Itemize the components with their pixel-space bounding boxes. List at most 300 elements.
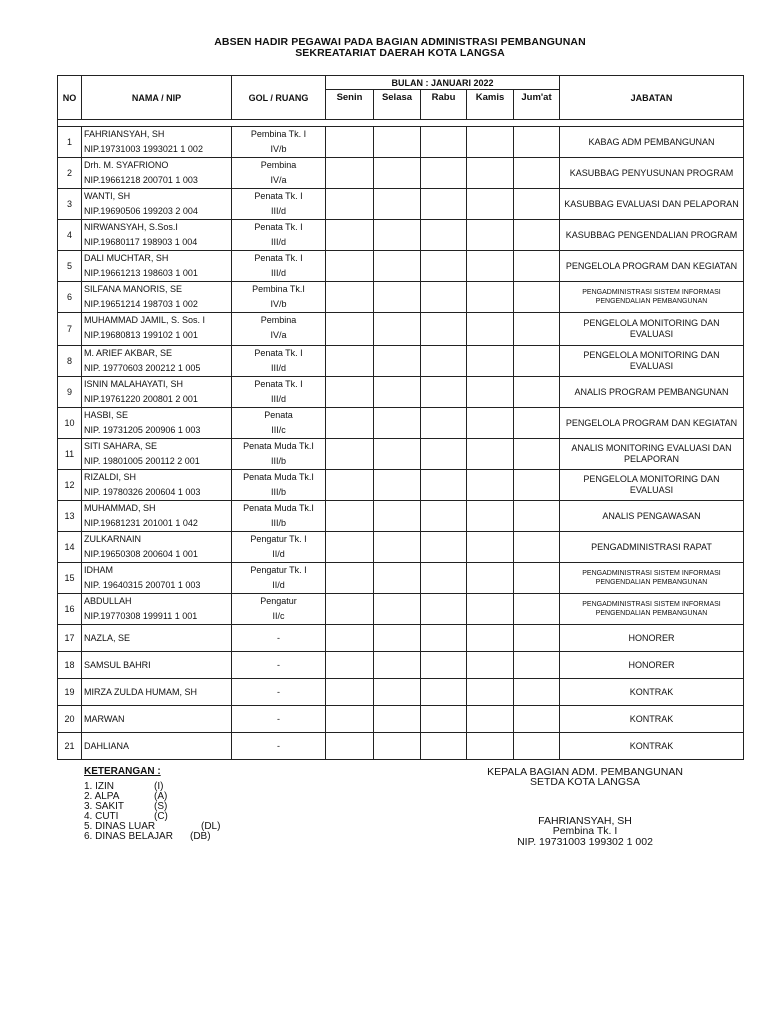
rank-grade: IV/a [270, 330, 287, 340]
attendance-cell-kamis[interactable] [467, 251, 514, 282]
employee-name: WANTI, SH [84, 191, 131, 201]
position-cell: ANALIS PENGAWASAN [560, 501, 744, 532]
rank-cell [232, 594, 326, 625]
rank-cell [232, 501, 326, 532]
attendance-cell-jumat[interactable] [514, 563, 560, 594]
legend-code: (DL) [201, 821, 221, 832]
attendance-cell-kamis[interactable] [467, 501, 514, 532]
rank-cell [232, 377, 326, 408]
rank-grade: III/c [271, 425, 286, 435]
employee-name: SILFANA MANORIS, SE [84, 284, 183, 294]
rank-title: Penata Tk. I [254, 191, 303, 201]
legend-code: (S) [154, 801, 168, 812]
header-bulan: BULAN : JANUARI 2022 [326, 76, 560, 90]
rank-grade: IV/b [270, 144, 287, 154]
employee-name: M. ARIEF AKBAR, SE [84, 348, 173, 358]
rank-title: Penata Tk. I [254, 379, 303, 389]
employee-cell [82, 282, 232, 313]
signature-title-line1: KEPALA BAGIAN ADM. PEMBANGUNAN [487, 766, 683, 778]
attendance-cell-senin[interactable] [326, 652, 374, 679]
position-cell: PENGADMINISTRASI RAPAT [560, 532, 744, 563]
rank-cell [232, 532, 326, 563]
attendance-cell-rabu[interactable] [421, 532, 467, 563]
attendance-cell-rabu[interactable] [421, 127, 467, 158]
attendance-cell-selasa[interactable] [374, 158, 421, 189]
employee-name: ABDULLAH [84, 596, 132, 606]
attendance-cell-jumat[interactable] [514, 532, 560, 563]
employee-nip: NIP.19650308 200604 1 001 [84, 549, 198, 559]
position-cell: PENGELOLA MONITORING DAN EVALUASI [560, 470, 744, 501]
table-row [58, 408, 744, 439]
employee-name: MARWAN [84, 713, 125, 724]
table-row [58, 532, 744, 563]
row-number: 14 [58, 532, 82, 563]
attendance-cell-rabu[interactable] [421, 706, 467, 733]
table-row [58, 470, 744, 501]
rank-grade: III/b [270, 487, 286, 497]
rank-title: Pembina Tk. I [250, 129, 307, 139]
table-row [58, 251, 744, 282]
employee-cell [82, 158, 232, 189]
attendance-cell-kamis[interactable] [467, 408, 514, 439]
signature-rank: Pembina Tk. I [552, 825, 618, 837]
rank-grade: III/d [270, 363, 286, 373]
attendance-cell-rabu[interactable] [421, 679, 467, 706]
employee-nip: NIP. 19640315 200701 1 003 [84, 580, 201, 590]
rank-cell [232, 706, 326, 733]
attendance-cell-selasa[interactable] [374, 679, 421, 706]
table-row [58, 189, 744, 220]
attendance-cell-selasa[interactable] [374, 282, 421, 313]
attendance-cell-senin[interactable] [326, 220, 374, 251]
employee-cell [82, 679, 232, 706]
position-cell: PENGELOLA MONITORING DAN EVALUASI [560, 313, 744, 346]
employee-name: SAMSUL BAHRI [84, 659, 151, 670]
table-row [58, 679, 744, 706]
attendance-cell-kamis[interactable] [467, 563, 514, 594]
attendance-cell-rabu[interactable] [421, 158, 467, 189]
row-number: 18 [58, 652, 82, 679]
row-number: 21 [58, 733, 82, 760]
row-number: 3 [58, 189, 82, 220]
employee-name: ZULKARNAIN [84, 534, 142, 544]
attendance-cell-selasa[interactable] [374, 594, 421, 625]
position-cell: ANALIS PROGRAM PEMBANGUNAN [560, 377, 744, 408]
header-day-0: Senin [326, 90, 374, 120]
employee-nip: NIP.19661218 200701 1 003 [84, 175, 198, 185]
attendance-cell-selasa[interactable] [374, 706, 421, 733]
attendance-cell-jumat[interactable] [514, 625, 560, 652]
table-row [58, 282, 744, 313]
attendance-cell-rabu[interactable] [421, 501, 467, 532]
table-row [58, 158, 744, 189]
attendance-cell-kamis[interactable] [467, 158, 514, 189]
attendance-cell-rabu[interactable] [421, 652, 467, 679]
table-row [58, 439, 744, 470]
position-cell: KASUBBAG PENYUSUNAN PROGRAM [560, 158, 744, 189]
attendance-cell-senin[interactable] [326, 346, 374, 377]
attendance-cell-senin[interactable] [326, 594, 374, 625]
row-number: 4 [58, 220, 82, 251]
attendance-cell-senin[interactable] [326, 377, 374, 408]
employee-nip: NIP.19651214 198703 1 002 [84, 299, 198, 309]
attendance-cell-jumat[interactable] [514, 377, 560, 408]
position-cell: HONORER [560, 625, 744, 652]
legend-label: 5. DINAS LUAR [84, 821, 156, 832]
row-number: 13 [58, 501, 82, 532]
row-number: 2 [58, 158, 82, 189]
rank-cell [232, 313, 326, 346]
employee-nip: NIP. 19780326 200604 1 003 [84, 487, 201, 497]
attendance-cell-jumat[interactable] [514, 346, 560, 377]
row-number: 8 [58, 346, 82, 377]
position-cell: KONTRAK [560, 733, 744, 760]
row-number: 9 [58, 377, 82, 408]
rank-cell [232, 470, 326, 501]
attendance-cell-senin[interactable] [326, 625, 374, 652]
attendance-cell-senin[interactable] [326, 408, 374, 439]
rank-cell [232, 733, 326, 760]
attendance-cell-jumat[interactable] [514, 501, 560, 532]
table-row [58, 563, 744, 594]
employee-cell [82, 652, 232, 679]
row-number: 19 [58, 679, 82, 706]
legend-item [84, 831, 211, 842]
employee-nip: NIP. 19770603 200212 1 005 [84, 363, 201, 373]
attendance-cell-rabu[interactable] [421, 346, 467, 377]
attendance-cell-senin[interactable] [326, 127, 374, 158]
table-row [58, 652, 744, 679]
attendance-cell-selasa[interactable] [374, 652, 421, 679]
row-number: 20 [58, 706, 82, 733]
employee-nip: NIP.19690506 199203 2 004 [84, 206, 198, 216]
rank-grade: IV/b [270, 299, 287, 309]
attendance-cell-selasa[interactable] [374, 470, 421, 501]
rank-cell [232, 408, 326, 439]
attendance-cell-kamis[interactable] [467, 706, 514, 733]
position-cell: KONTRAK [560, 706, 744, 733]
attendance-cell-selasa[interactable] [374, 625, 421, 652]
rank-title: Penata [264, 410, 293, 420]
employee-cell [82, 733, 232, 760]
attendance-cell-kamis[interactable] [467, 532, 514, 563]
attendance-cell-rabu[interactable] [421, 733, 467, 760]
rank-cell [232, 679, 326, 706]
position-cell: KASUBBAG PENGENDALIAN PROGRAM [560, 220, 744, 251]
attendance-cell-selasa[interactable] [374, 220, 421, 251]
row-number: 10 [58, 408, 82, 439]
rank-title: Penata Muda Tk.I [243, 441, 314, 451]
employee-nip: NIP.19681231 201001 1 042 [84, 518, 198, 528]
employee-nip: NIP.19770308 199911 1 001 [84, 611, 198, 621]
attendance-cell-kamis[interactable] [467, 594, 514, 625]
row-number: 6 [58, 282, 82, 313]
header-gol-ruang: GOL / RUANG [232, 76, 326, 120]
attendance-cell-kamis[interactable] [467, 625, 514, 652]
attendance-cell-jumat[interactable] [514, 251, 560, 282]
attendance-cell-rabu[interactable] [421, 313, 467, 346]
attendance-cell-selasa[interactable] [374, 251, 421, 282]
position-cell: PENGADMINISTRASI SISTEM INFORMASI PENGENDALIAN PEMBANGUNAN [560, 282, 744, 313]
row-number: 12 [58, 470, 82, 501]
header-day-4: Jum'at [514, 90, 560, 120]
legend-keterangan [84, 766, 221, 842]
attendance-cell-rabu[interactable] [421, 470, 467, 501]
attendance-cell-senin[interactable] [326, 439, 374, 470]
employee-cell [82, 377, 232, 408]
attendance-cell-jumat[interactable] [514, 470, 560, 501]
attendance-cell-selasa[interactable] [374, 377, 421, 408]
position-cell: PENGELOLA MONITORING DAN EVALUASI [560, 346, 744, 377]
employee-name: FAHRIANSYAH, SH [84, 129, 165, 139]
rank-grade: III/d [270, 206, 286, 216]
rank-cell [232, 652, 326, 679]
attendance-cell-jumat[interactable] [514, 158, 560, 189]
header-jabatan: JABATAN [560, 76, 744, 120]
employee-cell [82, 346, 232, 377]
attendance-cell-jumat[interactable] [514, 439, 560, 470]
attendance-cell-selasa[interactable] [374, 563, 421, 594]
table-row [58, 313, 744, 346]
rank-title: - [277, 740, 280, 751]
position-cell: KABAG ADM PEMBANGUNAN [560, 127, 744, 158]
table-row [58, 594, 744, 625]
attendance-cell-kamis[interactable] [467, 439, 514, 470]
rank-title: Pengatur [260, 596, 297, 606]
rank-grade: II/d [272, 549, 285, 559]
employee-name: RIZALDI, SH [84, 472, 137, 482]
rank-title: Pembina Tk.I [252, 284, 305, 294]
employee-cell [82, 313, 232, 346]
rank-grade: III/d [270, 394, 286, 404]
employee-name: IDHAM [84, 565, 113, 575]
table-row [58, 706, 744, 733]
rank-cell [232, 127, 326, 158]
attendance-cell-selasa[interactable] [374, 189, 421, 220]
employee-nip: NIP.19761220 200801 2 001 [84, 394, 198, 404]
position-cell: PENGADMINISTRASI SISTEM INFORMASI PENGENDALIAN PEMBANGUNAN [560, 563, 744, 594]
attendance-cell-jumat[interactable] [514, 313, 560, 346]
legend-code: (I) [154, 781, 164, 792]
rank-cell [232, 563, 326, 594]
rank-grade: III/b [270, 456, 286, 466]
employee-name: Drh. M. SYAFRIONO [84, 160, 169, 170]
attendance-cell-jumat[interactable] [514, 706, 560, 733]
attendance-cell-jumat[interactable] [514, 282, 560, 313]
table-row [58, 501, 744, 532]
attendance-cell-rabu[interactable] [421, 439, 467, 470]
document-title-line1: ABSEN HADIR PEGAWAI PADA BAGIAN ADMINISTRASI PEMBANGUNAN [214, 36, 586, 48]
attendance-cell-kamis[interactable] [467, 470, 514, 501]
attendance-cell-selasa[interactable] [374, 127, 421, 158]
employee-cell [82, 625, 232, 652]
employee-cell [82, 532, 232, 563]
table-row [58, 625, 744, 652]
attendance-cell-jumat[interactable] [514, 652, 560, 679]
attendance-cell-jumat[interactable] [514, 679, 560, 706]
rank-cell [232, 251, 326, 282]
attendance-cell-rabu[interactable] [421, 563, 467, 594]
signature-title-line2: SETDA KOTA LANGSA [529, 776, 641, 788]
attendance-cell-jumat[interactable] [514, 127, 560, 158]
position-cell: PENGADMINISTRASI SISTEM INFORMASI PENGENDALIAN PEMBANGUNAN [560, 594, 744, 625]
rank-title: Pengatur Tk. I [250, 565, 307, 575]
legend-label: 6. DINAS BELAJAR [84, 831, 173, 842]
rank-title: Pengatur Tk. I [250, 534, 307, 544]
employee-cell [82, 439, 232, 470]
attendance-table [57, 75, 744, 760]
attendance-cell-selasa[interactable] [374, 532, 421, 563]
employee-cell [82, 189, 232, 220]
employee-name: MUHAMMAD, SH [84, 503, 156, 513]
row-number: 7 [58, 313, 82, 346]
attendance-cell-selasa[interactable] [374, 439, 421, 470]
attendance-cell-kamis[interactable] [467, 679, 514, 706]
attendance-cell-jumat[interactable] [514, 594, 560, 625]
rank-cell [232, 220, 326, 251]
header-no: NO [58, 76, 82, 120]
rank-grade: II/c [272, 611, 285, 621]
header-nama-nip: NAMA / NIP [82, 76, 232, 120]
attendance-cell-kamis[interactable] [467, 733, 514, 760]
attendance-cell-rabu[interactable] [421, 594, 467, 625]
attendance-cell-senin[interactable] [326, 679, 374, 706]
employee-cell [82, 706, 232, 733]
header-day-3: Kamis [467, 90, 514, 120]
rank-title: Penata Muda Tk.I [243, 503, 314, 513]
attendance-cell-selasa[interactable] [374, 501, 421, 532]
attendance-cell-kamis[interactable] [467, 127, 514, 158]
attendance-cell-senin[interactable] [326, 470, 374, 501]
position-cell: ANALIS MONITORING EVALUASI DAN PELAPORAN [560, 439, 744, 470]
attendance-cell-selasa[interactable] [374, 346, 421, 377]
attendance-cell-jumat[interactable] [514, 408, 560, 439]
attendance-cell-jumat[interactable] [514, 220, 560, 251]
rank-grade: IV/a [270, 175, 287, 185]
rank-title: - [277, 659, 280, 670]
attendance-cell-kamis[interactable] [467, 282, 514, 313]
rank-title: Penata Tk. I [254, 348, 303, 358]
row-number: 1 [58, 127, 82, 158]
attendance-cell-rabu[interactable] [421, 377, 467, 408]
legend-label: 4. CUTI [84, 811, 119, 822]
rank-grade: III/d [270, 237, 286, 247]
attendance-cell-selasa[interactable] [374, 313, 421, 346]
employee-nip: NIP.19680813 199102 1 001 [84, 330, 198, 340]
employee-cell [82, 563, 232, 594]
attendance-cell-kamis[interactable] [467, 377, 514, 408]
attendance-cell-rabu[interactable] [421, 282, 467, 313]
employee-name: NIRWANSYAH, S.Sos.I [84, 222, 178, 232]
employee-name: MIRZA ZULDA HUMAM, SH [84, 686, 198, 697]
attendance-cell-senin[interactable] [326, 189, 374, 220]
employee-cell [82, 408, 232, 439]
attendance-cell-rabu[interactable] [421, 189, 467, 220]
attendance-cell-senin[interactable] [326, 282, 374, 313]
rank-grade: III/d [270, 268, 286, 278]
attendance-cell-senin[interactable] [326, 733, 374, 760]
employee-name: HASBI, SE [84, 410, 129, 420]
legend-code: (A) [154, 791, 168, 802]
rank-cell [232, 158, 326, 189]
attendance-cell-selasa[interactable] [374, 733, 421, 760]
attendance-cell-selasa[interactable] [374, 408, 421, 439]
employee-nip: NIP.19731003 1993021 1 002 [84, 144, 203, 154]
rank-title: - [277, 632, 280, 643]
attendance-cell-jumat[interactable] [514, 189, 560, 220]
attendance-cell-jumat[interactable] [514, 733, 560, 760]
attendance-cell-senin[interactable] [326, 532, 374, 563]
attendance-cell-rabu[interactable] [421, 625, 467, 652]
employee-cell [82, 251, 232, 282]
attendance-cell-senin[interactable] [326, 251, 374, 282]
row-number: 16 [58, 594, 82, 625]
attendance-cell-kamis[interactable] [467, 189, 514, 220]
attendance-cell-kamis[interactable] [467, 652, 514, 679]
employee-cell [82, 127, 232, 158]
table-row [58, 127, 744, 158]
row-number: 11 [58, 439, 82, 470]
attendance-cell-senin[interactable] [326, 158, 374, 189]
signature-nip: NIP. 19731003 199302 1 002 [517, 836, 653, 848]
legend-heading: KETERANGAN : [84, 766, 161, 777]
attendance-cell-senin[interactable] [326, 501, 374, 532]
legend-code: (DB) [190, 831, 211, 842]
legend-label: 3. SAKIT [84, 801, 125, 812]
attendance-cell-senin[interactable] [326, 313, 374, 346]
attendance-cell-senin[interactable] [326, 706, 374, 733]
attendance-cell-senin[interactable] [326, 563, 374, 594]
rank-title: Pembina [260, 160, 297, 170]
legend-label: 1. IZIN [84, 781, 115, 792]
table-row [58, 220, 744, 251]
document-title-line2: SEKREATARIAT DAERAH KOTA LANGSA [295, 47, 505, 59]
employee-nip: NIP. 19801005 200112 2 001 [84, 456, 200, 466]
employee-nip: NIP.19680117 198903 1 004 [84, 237, 198, 247]
rank-title: Penata Muda Tk.I [243, 472, 314, 482]
employee-cell [82, 220, 232, 251]
table-row [58, 377, 744, 408]
position-cell: PENGELOLA PROGRAM DAN KEGIATAN [560, 251, 744, 282]
row-number: 17 [58, 625, 82, 652]
employee-cell [82, 501, 232, 532]
attendance-cell-rabu[interactable] [421, 251, 467, 282]
rank-title: Penata Tk. I [254, 222, 303, 232]
signature-name: FAHRIANSYAH, SH [538, 815, 632, 827]
employee-cell [82, 594, 232, 625]
rank-title: Penata Tk. I [254, 253, 303, 263]
employee-name: DALI MUCHTAR, SH [84, 253, 169, 263]
attendance-cell-kamis[interactable] [467, 346, 514, 377]
legend-label: 2. ALPA [84, 791, 120, 802]
position-cell: KASUBBAG EVALUASI DAN PELAPORAN [560, 189, 744, 220]
table-row [58, 346, 744, 377]
position-cell: KONTRAK [560, 679, 744, 706]
employee-name: MUHAMMAD JAMIL, S. Sos. I [84, 315, 206, 325]
table-row [58, 733, 744, 760]
attendance-cell-kamis[interactable] [467, 220, 514, 251]
attendance-cell-rabu[interactable] [421, 220, 467, 251]
rank-title: Pembina [260, 315, 297, 325]
attendance-cell-rabu[interactable] [421, 408, 467, 439]
header-day-2: Rabu [421, 90, 467, 120]
header-spacer [58, 120, 744, 127]
employee-name: SITI SAHARA, SE [84, 441, 158, 451]
rank-cell [232, 439, 326, 470]
legend-code: (C) [154, 811, 168, 822]
attendance-cell-kamis[interactable] [467, 313, 514, 346]
row-number: 5 [58, 251, 82, 282]
